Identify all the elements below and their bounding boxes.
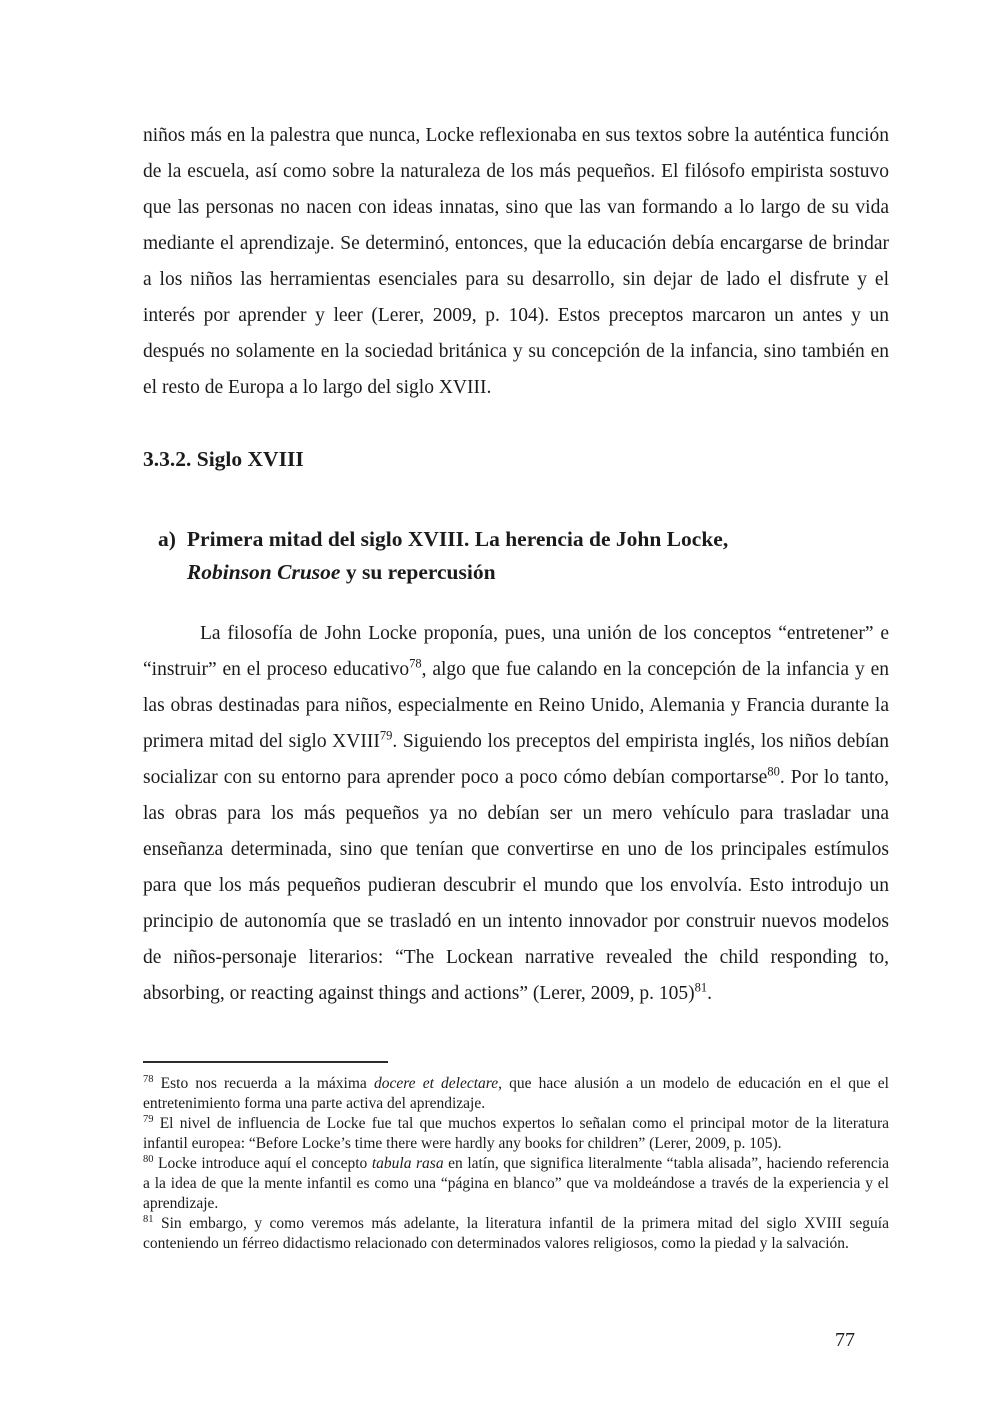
- paragraph-main-text: . Por lo tanto, las obras para los más pequeños ya no debían ser un mero vehículo para trasladar una enseñanza determinada, sino que tenían que convertirse en uno de los principales estímulos para que los más pequeños pudieran descubrir el mundo que los envolvía. Esto introdujo un principio de autonomía que se trasladó en un intento innovador por construir nuevos modelos de niños-personaje literarios: “The Lockean narrative revealed the child responding to, absorbing, or reacting against things and actions” (Lerer, 2009, p. 105): [143, 767, 890, 1004]
- paragraph-main-text: .: [707, 983, 712, 1004]
- footnotes-section: [143, 1061, 889, 1254]
- footnote-number: 79: [143, 1113, 154, 1125]
- footnote-latin-phrase: docere et delectare: [373, 1075, 499, 1092]
- footnote-81: [143, 1214, 889, 1254]
- footnote-ref-81: 81: [694, 980, 708, 995]
- footnote-78: [143, 1074, 889, 1114]
- footnote-ref-79: 79: [379, 728, 393, 743]
- footnote-text: Locke introduce aquí el concepto: [153, 1155, 372, 1172]
- section-heading: 3.3.2. Siglo XVIII: [143, 447, 304, 471]
- footnote-latin-phrase: tabula rasa: [371, 1155, 444, 1172]
- page-number: 77: [835, 1329, 855, 1351]
- footnote-number: 80: [143, 1153, 154, 1165]
- footnote-ref-78: 78: [409, 656, 422, 671]
- footnote-number: 78: [143, 1073, 154, 1085]
- paragraph-main-text: La filosofía de John Locke proponía, pues, una unión de los conceptos “entretener” e “instruir” en el proceso educativo: [143, 623, 889, 680]
- subsection-heading: [143, 523, 889, 589]
- subsection-title-line1: Primera mitad del siglo XVIII. La herencia de John Locke,: [186, 527, 729, 551]
- paragraph-main-text: . Siguiendo los preceptos del empirista inglés, los niños debían socializar con su entorno para aprender poco a poco cómo debían comportarse: [143, 731, 890, 788]
- subsection-title-line2-rest: y su repercusión: [340, 560, 496, 584]
- footnote-80: [143, 1154, 889, 1214]
- footnote-ref-80: 80: [767, 764, 780, 779]
- page-content: [143, 118, 889, 1012]
- footnote-text: Esto nos recuerda a la máxima: [153, 1075, 374, 1092]
- paragraph-continuation: niños más en la palestra que nunca, Locke reflexionaba en sus textos sobre la auténtica función de la escuela, así como sobre la naturaleza de los más pequeños. El filósofo empirista sostuvo que las personas no nacen con ideas innatas, sino que las van formando a lo largo de su vida mediante el aprendizaje. Se determinó, entonces, que la educación debía encargarse de brindar a los niños las herramientas esenciales para su desarrollo, sin dejar de lado el disfrute y el interés por aprender y leer (Lerer, 2009, p. 104). Estos preceptos marcaron un antes y un después no solamente en la sociedad británica y su concepción de la infancia, sino también en el resto de Europa a lo largo del siglo XVIII.: [143, 125, 889, 398]
- subsection-marker: a): [158, 527, 176, 551]
- footnote-number: 81: [143, 1213, 154, 1225]
- subsection-title-book-name: Robinson Crusoe: [186, 560, 341, 584]
- subsection-title: [187, 523, 728, 589]
- paragraph-main: [143, 616, 889, 1012]
- paragraph-main-text: , algo que fue calando en la concepción de la infancia y en las obras destinadas para niños, especialmente en Reino Unido, Alemania y Francia durante la primera mitad del siglo XVIII: [143, 659, 890, 752]
- footnote-text: El nivel de influencia de Locke fue tal que muchos expertos lo señalan como el principal motor de la literatura infantil europea: “Before Locke’s time there were hardly any books for children” (Lerer, 2009, p. 105).: [143, 1115, 889, 1152]
- footnote-text: en latín, que significa literalmente “tabla alisada”, haciendo referencia a la idea de que la mente infantil es como una “página en blanco” que va moldeándose a través de la experiencia y el aprendizaje.: [143, 1155, 889, 1212]
- footnote-text: Sin embargo, y como veremos más adelante, la literatura infantil de la primera mitad del siglo XVIII seguía conteniendo un férreo didactismo relacionado con determinados valores religiosos, como la piedad y la salvación.: [143, 1215, 889, 1252]
- footnote-79: [143, 1114, 889, 1154]
- footnote-separator: [143, 1061, 388, 1063]
- footnote-text: , que hace alusión a un modelo de educación en el que el entretenimiento forma una parte activa del aprendizaje.: [143, 1075, 889, 1112]
